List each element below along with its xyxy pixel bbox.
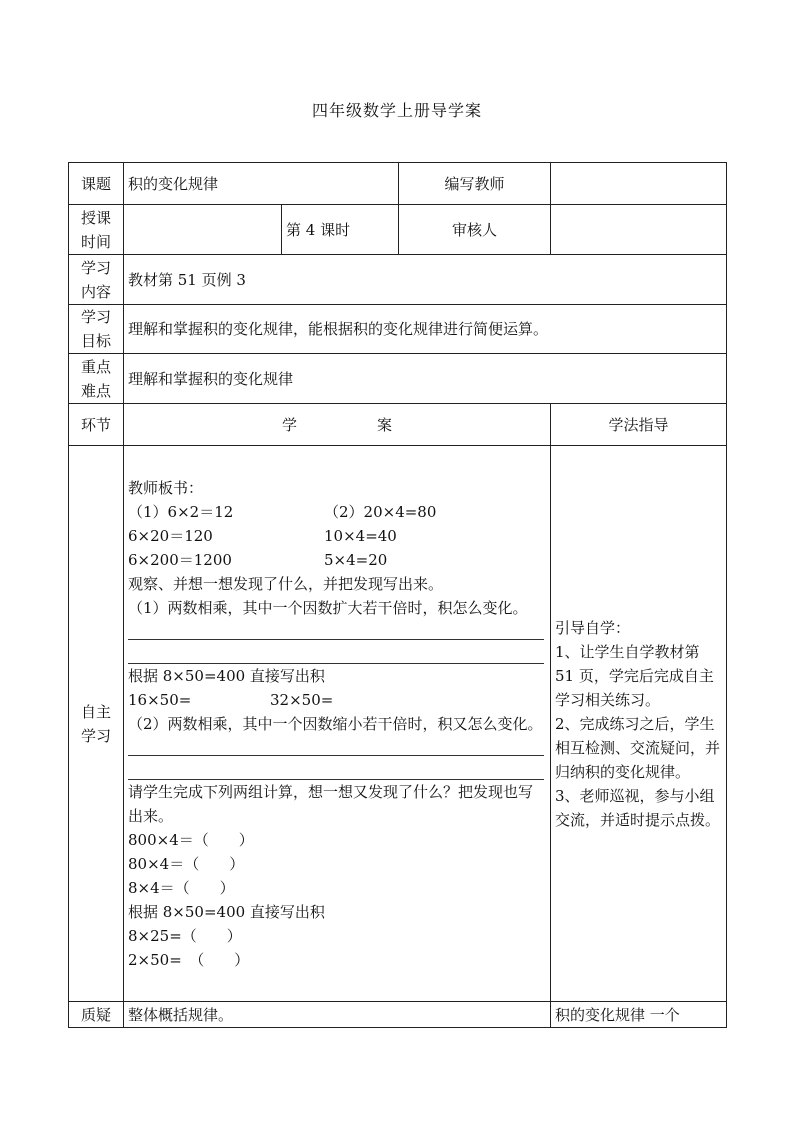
time-value[interactable] — [124, 205, 282, 255]
equation-3: 8×4＝（ ） — [128, 878, 235, 897]
time-row — [69, 205, 727, 255]
guide-step-2: 2、完成练习之后，学生相互检测、交流疑问，并归纳积的变化规律。 — [555, 714, 721, 781]
question-2: （2）两数相乘，其中一个因数缩小若干倍时，积又怎么变化。 — [128, 714, 543, 733]
author-value[interactable] — [551, 163, 727, 205]
basis-text-2: 根据 8×50=400 直接写出积 — [128, 902, 325, 921]
topic-value: 积的变化规律 — [124, 163, 399, 205]
guide-step-1: 1、让学生自学教材第 51 页，学完后完成自主学习相关练习。 — [555, 642, 714, 709]
period-value: 第 4 课时 — [282, 205, 399, 255]
basis-text-1: 根据 8×50=400 直接写出积 — [128, 666, 325, 685]
plan-header-b: 案 — [377, 415, 393, 434]
question-guide: 积的变化规律 一个 — [551, 1002, 727, 1028]
guide-header: 学法指导 — [551, 404, 727, 446]
goal-label: 学习目标 — [69, 305, 124, 354]
key-label: 重点难点 — [69, 354, 124, 404]
key-row — [69, 354, 727, 404]
guide-intro: 引导自学： — [555, 618, 631, 637]
key-value: 理解和掌握积的变化规律 — [124, 354, 727, 404]
equation-1: 800×4＝（ ） — [128, 830, 254, 849]
topic-label: 课题 — [69, 163, 124, 205]
equation-2: 80×4＝（ ） — [128, 854, 245, 873]
time-label: 授课时间 — [69, 205, 124, 255]
answer-line-3[interactable] — [128, 736, 544, 756]
equation-5: 2×50= （ ） — [128, 950, 250, 969]
self-study-row — [69, 446, 727, 1002]
goal-row — [69, 305, 727, 354]
reviewer-value[interactable] — [551, 205, 727, 255]
plan-header — [124, 404, 551, 446]
content-value: 教材第 51 页例 3 — [124, 255, 727, 305]
equation-4: 8×25=（ ） — [128, 926, 242, 945]
content-row — [69, 255, 727, 305]
self-study-label: 自主学习 — [69, 446, 124, 1002]
answer-line-2[interactable] — [128, 640, 544, 664]
answer-line-4[interactable] — [128, 756, 544, 780]
question-1: （1）两数相乘，其中一个因数扩大若干倍时，积怎么变化。 — [128, 598, 528, 617]
board-row-3: 6×200＝1200 5×4=20 — [128, 550, 388, 569]
plan-header-a: 学 — [281, 415, 297, 434]
answer-line-1[interactable] — [128, 620, 544, 640]
lesson-plan-table — [68, 162, 727, 1028]
observe-text: 观察、并想一想发现了什么，并把发现写出来。 — [128, 574, 444, 593]
author-label: 编写教师 — [399, 163, 551, 205]
topic-row — [69, 163, 727, 205]
question-row — [69, 1002, 727, 1028]
question-label: 质疑 — [69, 1002, 124, 1028]
goal-value: 理解和掌握积的变化规律，能根据积的变化规律进行简便运算。 — [124, 305, 727, 354]
task-text: 请学生完成下列两组计算，想一想又发现了什么？把发现也写出来。 — [128, 782, 534, 825]
guide-content — [551, 446, 727, 1002]
page-title: 四年级数学上册导学案 — [311, 101, 482, 120]
board-row-1: （1）6×2＝12 （2）20×4=80 — [128, 502, 437, 521]
board-heading: 教师板书： — [128, 478, 204, 497]
self-study-content — [124, 446, 551, 1002]
column-header-row — [69, 404, 727, 446]
guide-step-3: 3、老师巡视，参与小组交流，并适时提示点拨。 — [555, 786, 721, 829]
content-label: 学习内容 — [69, 255, 124, 305]
question-value: 整体概括规律。 — [124, 1002, 551, 1028]
board-row-2: 6×20＝120 10×4=40 — [128, 526, 397, 545]
reviewer-label: 审核人 — [399, 205, 551, 255]
section-header: 环节 — [69, 404, 124, 446]
calc-row-1: 16×50= 32×50= — [128, 690, 334, 709]
